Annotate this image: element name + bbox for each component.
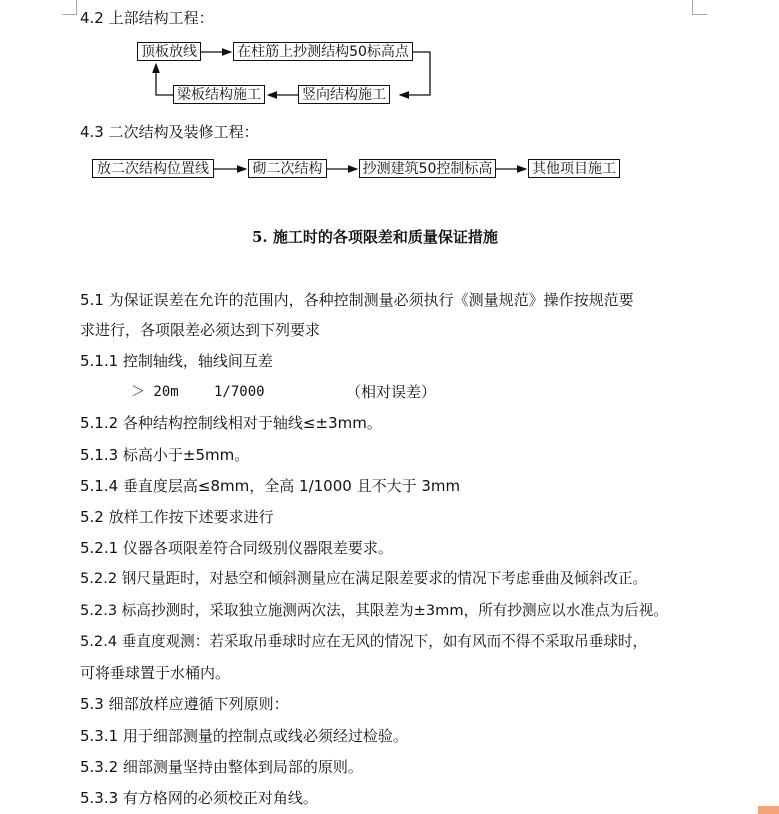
para-5-1-1-ratio: 1/7000 bbox=[214, 384, 265, 400]
para-5-1-1-note: （相对误差） bbox=[346, 383, 437, 401]
para-5-1-4: 5.1.4 垂直度层高≤8mm，全高 1/1000 且不大于 3mm bbox=[80, 477, 461, 495]
para-5-2-4-line1: 5.2.4 垂直度观测：若采取吊垂球时应在无风的情况下，如有风而不得不采取吊垂球时， bbox=[80, 633, 648, 650]
flow-box-column-elevation: 在柱筋上抄测结构50标高点 bbox=[233, 42, 413, 61]
flow-box-other-items: 其他项目施工 bbox=[528, 159, 620, 178]
para-5-1-1: 5.1.1 控制轴线，轴线间互差 bbox=[80, 352, 273, 370]
flow-box-masonry: 砌二次结构 bbox=[248, 159, 327, 178]
para-5-1-3: 5.1.3 标高小于±5mm。 bbox=[80, 446, 250, 464]
para-5-3-2: 5.3.2 细部测量坚持由整体到局部的原则。 bbox=[80, 758, 363, 776]
para-5-2-2: 5.2.2 钢尺量距时，对悬空和倾斜测量应在满足限差要求的情况下考虑垂曲及倾斜改正。 bbox=[80, 570, 648, 587]
para-5-3-3: 5.3.3 有方格网的必须校正对角线。 bbox=[80, 789, 318, 807]
para-5-1-line1: 5.1 为保证误差在允许的范围内，各种控制测量必须执行《测量规范》操作按规范要 bbox=[80, 291, 634, 309]
para-5-1-1-distance: ＞ 20m bbox=[131, 384, 179, 400]
section-4-2-heading: 4.2 上部结构工程： bbox=[80, 9, 214, 27]
para-5-2-4-line2: 可将垂球置于水桶内。 bbox=[80, 664, 231, 682]
corner-highlight bbox=[758, 806, 779, 814]
flow-box-secondary-layout: 放二次结构位置线 bbox=[92, 159, 214, 178]
para-5-2: 5.2 放样工作按下述要求进行 bbox=[80, 508, 274, 526]
flow-box-vertical-structure: 竖向结构施工 bbox=[298, 85, 390, 104]
flow-box-building-elevation: 抄测建筑50控制标高 bbox=[359, 159, 496, 178]
section-5-title: 5. 施工时的各项限差和质量保证措施 bbox=[252, 228, 498, 246]
para-5-2-3: 5.2.3 标高抄测时，采取独立施测两次法，其限差为±3mm，所有抄测应以水准点为后视。 bbox=[80, 602, 668, 619]
para-5-3: 5.3 细部放样应遵循下列原则： bbox=[80, 695, 289, 713]
flow-box-slab-layout: 顶板放线 bbox=[137, 42, 201, 61]
section-4-3-heading: 4.3 二次结构及装修工程： bbox=[80, 123, 259, 141]
para-5-2-1: 5.2.1 仪器各项限差符合同级别仪器限差要求。 bbox=[80, 539, 393, 557]
para-5-3-1: 5.3.1 用于细部测量的控制点或线必须经过检验。 bbox=[80, 727, 408, 745]
flow-box-beam-slab: 梁板结构施工 bbox=[173, 85, 265, 104]
para-5-1-line2: 求进行，各项限差必须达到下列要求 bbox=[80, 321, 321, 339]
arrow-4-2-d bbox=[156, 64, 173, 95]
para-5-1-2: 5.1.2 各种结构控制线相对于轴线≤±3mm。 bbox=[80, 414, 382, 432]
